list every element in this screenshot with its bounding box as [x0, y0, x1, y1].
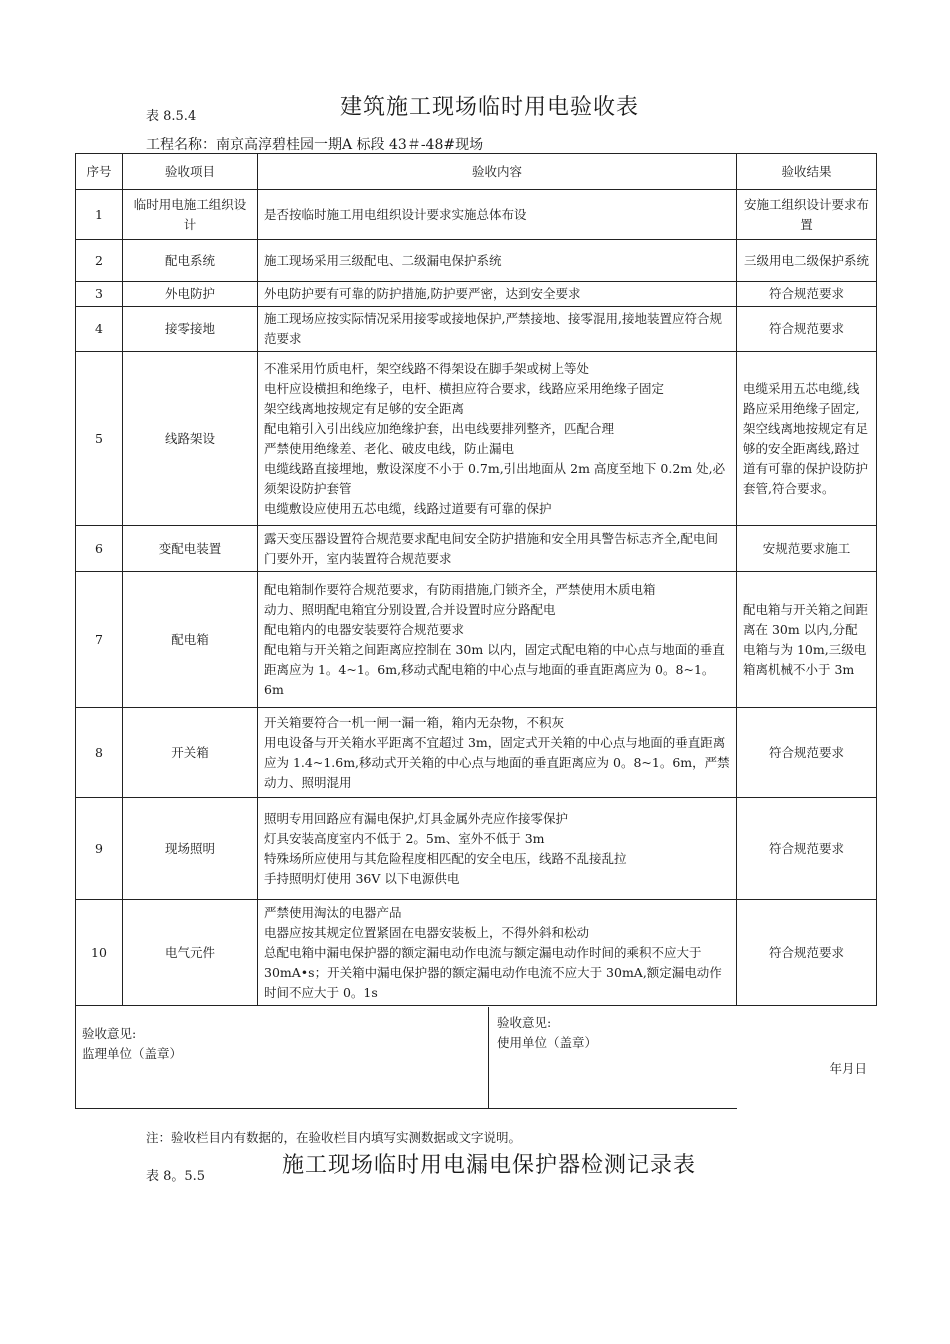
row-result: 电缆采用五芯电缆,线路应采用绝缘子固定,架空线离地按规定有足够的安全距离线,路过道有可靠的保护设防护套管,符合要求。: [737, 352, 877, 526]
next-table-title: 施工现场临时用电漏电保护器检测记录表: [282, 1153, 697, 1178]
content-line: 照明专用回路应有漏电保护,灯具金属外壳应作接零保护: [264, 810, 568, 826]
row-result: 符合规范要求: [737, 282, 877, 307]
table-row: [76, 572, 877, 708]
row-content: [258, 240, 737, 282]
footnote: 注：验收栏目内有数据的，在验收栏目内填写实测数据或文字说明。: [146, 1130, 522, 1145]
next-table-number: 表 8。5.5: [146, 1169, 206, 1184]
table-row: [76, 190, 877, 240]
row-item: 配电箱: [123, 572, 258, 708]
row-number: 1: [76, 190, 123, 240]
row-result: 符合规范要求: [737, 708, 877, 798]
row-content: [258, 798, 737, 900]
row-item: 线路架设: [123, 352, 258, 526]
row-number: 2: [76, 240, 123, 282]
content-line: 严禁使用淘汰的电器产品: [264, 904, 402, 920]
row-number: 3: [76, 282, 123, 307]
row-number: 8: [76, 708, 123, 798]
table-row: [76, 352, 877, 526]
signature-user-block: [488, 1007, 875, 1108]
column-header: 验收项目: [123, 154, 258, 190]
row-result: 符合规范要求: [737, 900, 877, 1006]
row-content: [258, 526, 737, 572]
row-result: 符合规范要求: [737, 307, 877, 352]
row-content: [258, 900, 737, 1006]
content-line: 配电箱内的电器安装要符合规范要求: [264, 621, 465, 637]
content-line: 不准采用竹质电杆，架空线路不得架设在脚手架或树上等处: [264, 360, 590, 376]
content-line: 配电箱与开关箱之间距离应控制在 30m 以内，固定式配电箱的中心点与地面的垂直距离应为 1。4~1。6m,移动式配电箱的中心点与地面的垂直距离应为 0。8~1。6m: [264, 641, 725, 697]
table-row: [76, 900, 877, 1006]
content-line: 电缆线路直接埋地，敷设深度不小于 0.7m,引出地面从 2m 高度至地下 0.2m 处,必须架设防护套管: [264, 460, 726, 496]
content-line: 露天变压器设置符合规范要求配电间安全防护措施和安全用具警告标志齐全,配电间门要外开，室内装置符合规范要求: [264, 530, 718, 566]
content-line: 架空线离地按规定有足够的安全距离: [264, 400, 465, 416]
row-content: [258, 282, 737, 307]
date-label: 年月日: [829, 1060, 867, 1076]
project-name: 工程名称：南京高淳碧桂园一期A 标段 43＃-48#现场: [146, 137, 484, 153]
column-header: 序号: [76, 154, 123, 190]
content-line: 严禁使用绝缘差、老化、破皮电线，防止漏电: [264, 440, 515, 456]
row-number: 5: [76, 352, 123, 526]
row-content: [258, 352, 737, 526]
table-header-row: [76, 154, 877, 190]
row-result: 三级用电二级保护系统: [737, 240, 877, 282]
row-result: 安规范要求施工: [737, 526, 877, 572]
content-line: 开关箱要符合一机一闸一漏一箱，箱内无杂物，不积灰: [264, 714, 565, 730]
content-line: 特殊场所应使用与其危险程度相匹配的安全电压，线路不乱接乱拉: [264, 850, 627, 866]
row-item: 配电系统: [123, 240, 258, 282]
table-row: [76, 526, 877, 572]
row-content: [258, 190, 737, 240]
row-result: 配电箱与开关箱之间距离在 30m 以内,分配电箱与为 10m,三级电箱离机械不小于 3m: [737, 572, 877, 708]
content-line: 配电箱引入引出线应加绝缘护套，出电线要排列整齐，匹配合理: [264, 420, 615, 436]
table-row: [76, 798, 877, 900]
content-line: 电杆应设横担和绝缘子，电杆、横担应符合要求，线路应采用绝缘子固定: [264, 380, 665, 396]
row-content: [258, 572, 737, 708]
row-number: 10: [76, 900, 123, 1006]
row-item: 电气元件: [123, 900, 258, 1006]
row-number: 7: [76, 572, 123, 708]
content-line: 总配电箱中漏电保护器的额定漏电动作电流与额定漏电动作时间的乘积不应大于 30mA•s；开关箱中漏电保护器的额定漏电动作电流不应大于 30mA,额定漏电动作时间不应大于 0。1s: [264, 944, 722, 1000]
row-result: 安施工组织设计要求布置: [737, 190, 877, 240]
row-result: 符合规范要求: [737, 798, 877, 900]
content-line: 施工现场应按实际情况采用接零或接地保护,严禁接地、接零混用,接地装置应符合规范要求: [264, 311, 722, 346]
content-line: 电缆敷设应使用五芯电缆，线路过道要有可靠的保护: [264, 500, 552, 516]
content-line: 手持照明灯使用 36V 以下电源供电: [264, 870, 460, 886]
content-line: 外电防护要有可靠的防护措施,防护要严密，达到安全要求: [264, 286, 581, 301]
stamp-label: 监理单位（盖章）: [82, 1046, 183, 1061]
opinion-label: 验收意见:: [497, 1014, 552, 1030]
document-title: 建筑施工现场临时用电验收表: [340, 95, 640, 120]
row-item: 外电防护: [123, 282, 258, 307]
table-row: [76, 240, 877, 282]
table-row: [76, 708, 877, 798]
table-row: [76, 307, 877, 352]
column-header: 验收内容: [258, 154, 737, 190]
row-content: [258, 307, 737, 352]
row-number: 6: [76, 526, 123, 572]
content-line: 是否按临时施工用电组织设计要求实施总体布设: [264, 206, 527, 222]
row-item: 开关箱: [123, 708, 258, 798]
row-item: 变配电装置: [123, 526, 258, 572]
row-item: 临时用电施工组织设计: [123, 190, 258, 240]
table-number: 表 8.5.4: [146, 109, 197, 124]
content-line: 电器应按其规定位置紧固在电器安装板上，不得外斜和松动: [264, 924, 590, 940]
acceptance-table: [75, 153, 877, 1109]
content-line: 用电设备与开关箱水平距离不宜超过 3m，固定式开关箱的中心点与地面的垂直距离应为 1.4~1.6m,移动式开关箱的中心点与地面的垂直距离应为 0。8~1。6m，严禁动力、照明混用: [264, 734, 730, 790]
stamp-label: 使用单位（盖章）: [497, 1034, 598, 1050]
table-row: [76, 282, 877, 307]
row-number: 4: [76, 307, 123, 352]
column-header: 验收结果: [737, 154, 877, 190]
content-line: 灯具安装高度室内不低于 2。5m、室外不低于 3m: [264, 830, 545, 846]
content-line: 动力、照明配电箱宜分别设置,合并设置时应分路配电: [264, 601, 556, 617]
content-line: 配电箱制作要符合规范要求，有防雨措施,门锁齐全，严禁使用木质电箱: [264, 581, 656, 597]
content-line: 施工现场采用三级配电、二级漏电保护系统: [264, 252, 502, 268]
row-content: [258, 708, 737, 798]
opinion-label: 验收意见:: [82, 1026, 137, 1041]
row-item: 现场照明: [123, 798, 258, 900]
row-item: 接零接地: [123, 307, 258, 352]
row-number: 9: [76, 798, 123, 900]
